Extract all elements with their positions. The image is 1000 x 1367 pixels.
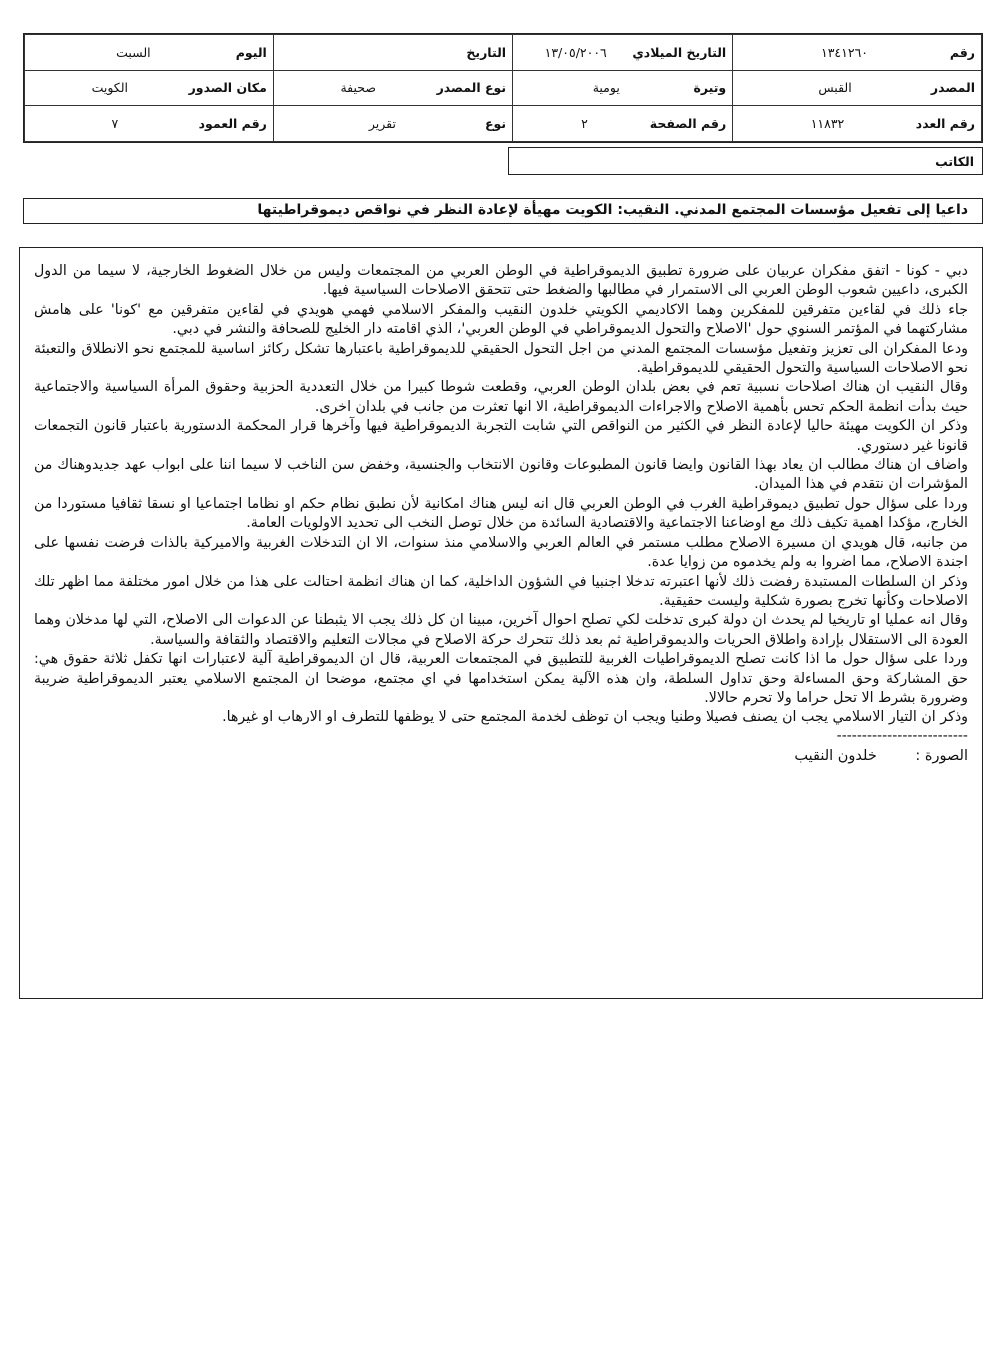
- paragraph: وردا على سؤال حول ما اذا كانت تصلح الديموقراطيات الغربية للتطبيق في المجتمعات العربية، قال ان الديموقراطية آلية لاعتبارات انها تكفل ثلاثة حقوق هي: حق المشاركة وحق المساءلة وحق تداول السلطة، وان هذه الآلية يمكن استخدامها في اي مجتمع، موضحا ان المجتمع الاسلامي يعتبر الديموقراطية ضريبة وضرورة بشرط الا تحل حراما ولا تحرم حالالا.: [34, 651, 968, 706]
- greg-date-cell: [513, 35, 733, 71]
- article-text: [34, 262, 968, 728]
- date-cell: [273, 35, 512, 71]
- type-label: نوع: [485, 116, 507, 132]
- type-value: تقرير: [368, 116, 396, 132]
- caption-value: خلدون النقيب: [794, 747, 877, 764]
- source-type-label: نوع المصدر: [436, 80, 507, 96]
- metadata-table: [23, 33, 983, 143]
- number-cell: [733, 35, 982, 71]
- greg-date-value: ١٣/٠٥/٢٠٠٦: [544, 44, 607, 60]
- caption-label: الصورة :: [915, 747, 968, 764]
- issue-cell: [733, 106, 982, 142]
- paragraph: وذكر ان التيار الاسلامي يجب ان يصنف فصيلا وطنيا ويجب ان توظف لخدمة المجتمع حتى لا يوظفها للتطرف او الارهاب او غيرها.: [222, 709, 968, 726]
- column-value: ٧: [111, 116, 119, 132]
- paragraph: وقال النقيب ان هناك اصلاحات نسبية تعم في بعض بلدان الوطن العربي، وقطعت شوطا كبيرا من خلال التعددية الحزبية وحقوق المرأة السياسية والاجتماعية حيث بدأت انظمة الحكم تحس بأهمية الاصلاح والاجراءات الديموقراطية، الا انها تعثرت من جانب في بلدان اخرى.: [34, 379, 968, 415]
- paragraph: جاء ذلك في لقاءين متفرقين للمفكرين وهما الاكاديمي الكويتي خلدون النقيب والمفكر الاسلامي فهمي هويدي في لقاءين متفرقين مع 'كونا' على هامش مشاركتهما في المؤتمر السنوي حول 'الاصلاح والتحول الديموقراطي في الوطن العربي'، الذي اقامته دار الخليج للصحافة والنشر في دبي.: [34, 301, 968, 338]
- headline: داعيا إلى تفعيل مؤسسات المجتمع المدني. النقيب: الكويت مهيأة لإعادة النظر في نواقص ديموقراطيتها: [23, 198, 983, 224]
- column-label: رقم العمود: [198, 116, 267, 132]
- source-type-value: صحيفة: [340, 80, 376, 96]
- freq-cell: [513, 70, 733, 106]
- author-label: الكاتب: [935, 154, 974, 169]
- photo-caption: [34, 746, 968, 766]
- column-cell: [25, 106, 274, 142]
- source-value: القبس: [818, 80, 852, 96]
- separator-dashes: --------------------------: [836, 727, 968, 744]
- source-label: المصدر: [930, 80, 975, 96]
- author-box: [508, 147, 983, 175]
- paragraph: وذكر ان الكويت مهيئة حاليا لإعادة النظر في الكثير من النواقص التي شابت التجربة الديموقراطية فيها وآخرها قرار المحكمة الدستورية باعتبار قانون التجمعات قانونا غير دستوري.: [34, 418, 968, 454]
- number-value: ١٣٤١٢٦٠: [821, 44, 868, 60]
- paragraph: وذكر ان السلطات المستبدة رفضت ذلك لأنها اعتبرته تدخلا اجنبيا في الشؤون الداخلية، كما ان هناك انظمة احتالت على هذا من خلال امور مختلفة مما اظهر تلك الاصلاحات وكأنها تخرج بصورة شكلية وليست حقيقية.: [34, 573, 968, 609]
- source-cell: [733, 70, 982, 106]
- type-cell: [273, 106, 512, 142]
- paragraph: واضاف ان هناك مطالب ان يعاد بهذا القانون وايضا قانون المطبوعات وقانون الانتخاب والجنسية، وخفض سن الناخب لا سيما اننا على ابواب عهد جديدوهناك من المؤشرات ان نتقدم في هذا الميدان.: [34, 457, 968, 493]
- page-label: رقم الصفحة: [649, 116, 727, 132]
- place-cell: [25, 70, 274, 106]
- day-cell: [25, 35, 274, 71]
- issue-value: ١١٨٣٢: [810, 116, 845, 132]
- day-value: السبت: [116, 44, 151, 60]
- place-value: الكويت: [91, 80, 128, 96]
- paragraph: وقال انه عمليا او تاريخيا لم يحدث ان دولة كبرى تدخلت لكي تصلح احوال آخرين، مبينا ان كل ذلك يجب الا يثبطنا عن الدعوات الى الاصلاح، التي لها مدخلان وهما العودة الى الاستقلال بإرادة واطلاق الحريات والديموقراطية ثم بعد ذلك تتحرك حركة الاصلاح في مجالات التعليم والاقتصاد والثقافة والسياسة.: [34, 612, 968, 648]
- issue-label: رقم العدد: [915, 116, 975, 132]
- place-label: مكان الصدور: [188, 80, 267, 96]
- page-value: ٢: [581, 116, 588, 132]
- number-label: رقم: [949, 44, 975, 60]
- paragraph: وردا على سؤال حول تطبيق ديموقراطية الغرب في الوطن العربي قال انه ليس هناك امكانية لأن نطبق نظام حكم او نظاما اجتماعيا او نسقا ثقافيا مستوردا من الخارج، مؤكدا اهمية تكيف ذلك مع اوضاعنا الاجتماعية والاقتصادية السائدة من خلال توصل النخب الى تحديد الاولويات العامة.: [34, 495, 968, 532]
- freq-value: يومية: [592, 80, 620, 96]
- freq-label: وتيرة: [693, 80, 727, 96]
- article-body: [19, 247, 983, 999]
- greg-date-label: التاريخ الميلادي: [632, 44, 727, 60]
- date-label: التاريخ: [466, 44, 507, 60]
- paragraph: ودعا المفكران الى تعزيز وتفعيل مؤسسات المجتمع المدني من اجل التحول الحقيقي للديموقراطية باعتبارها تشكل ركائز اساسية للمجتمع نحو الانطلاق والتعبئة نحو الاصلاحات السياسية والتحول الحقيقي للديموقراطية.: [34, 340, 968, 377]
- source-type-cell: [273, 70, 512, 106]
- day-label: اليوم: [235, 44, 267, 60]
- paragraph: دبي - كونا - اتفق مفكران عربيان على ضرورة تطبيق الديموقراطية في الوطن العربي من المجتمعات وليس من خلال الضغوط الخارجية، لا سيما من الدول الكبرى، داعيين شعوب الوطن العربي الى الاستمرار في مطالبها والضغط حتى تتحقق الاصلاحات السياسية فيها.: [34, 263, 968, 299]
- paragraph: من جانبه، قال هويدي ان مسيرة الاصلاح مطلب مستمر في العالم العربي والاسلامي منذ سنوات، الا ان التدخلات الغربية والاميركية بالذات فرضت نفسها على اجندة الاصلاح، مما اضروا به ولم يخدموه من زوايا عدة.: [34, 534, 968, 571]
- page-cell: [513, 106, 733, 142]
